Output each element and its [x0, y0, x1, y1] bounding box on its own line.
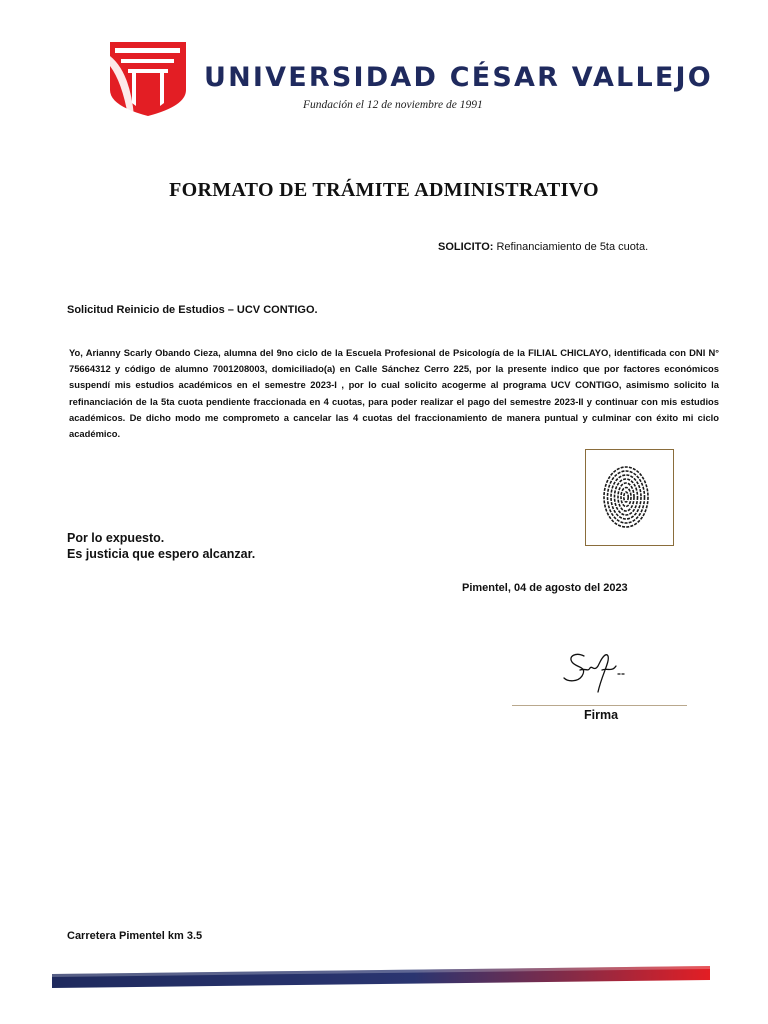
closing-line-1: Por lo expuesto.: [67, 531, 165, 545]
fingerprint-box: [585, 449, 674, 546]
university-name: UNIVERSIDAD CÉSAR VALLEJO: [204, 62, 713, 93]
fingerprint-icon: [586, 450, 673, 545]
handwritten-signature: [558, 648, 634, 698]
university-tagline: Fundación el 12 de noviembre de 1991: [303, 99, 483, 111]
request-body-paragraph: Yo, Arianny Scarly Obando Cieza, alumna del 9no ciclo de la Escuela Profesional de Psicología de la FILIAL CHICLAYO, identificada con DNI N° 75664312 y código de alumno 7001208003, domiciliado(a) en Calle Sánchez Cerro 225, por la presente indico que por factores económicos suspendí mis estudios académicos en el semestre 2023-I , por lo cual solicito acogerme al programa UCV CONTIGO, asimismo solicito la refinanciación de la 5ta cuota pendiente fraccionada en 4 cuotas, para poder realizar el pago del semestre 2023-II y continuar con mis estudios académicos. De dicho modo me comprometo a cancelar las 4 cuotas del fraccionamiento de manera puntual y culminar con éxito mi ciclo académico.: [69, 347, 719, 440]
university-logo-icon: [110, 42, 186, 116]
footer-address: Carretera Pimentel km 3.5: [67, 930, 203, 942]
document-subject: Solicitud Reinicio de Estudios – UCV CONTIGO.: [67, 304, 318, 316]
signature-line: [512, 705, 687, 706]
footer-decorative-band: [52, 966, 710, 988]
place-and-date: Pimentel, 04 de agosto del 2023: [462, 582, 628, 594]
closing-line-2: Es justicia que espero alcanzar.: [67, 547, 256, 561]
solicito-label: SOLICITO:: [438, 241, 494, 253]
solicito-line: [438, 241, 648, 253]
solicito-value: Refinanciamiento de 5ta cuota.: [493, 241, 649, 253]
document-title: FORMATO DE TRÁMITE ADMINISTRATIVO: [169, 179, 599, 201]
signature-label: Firma: [584, 708, 619, 722]
